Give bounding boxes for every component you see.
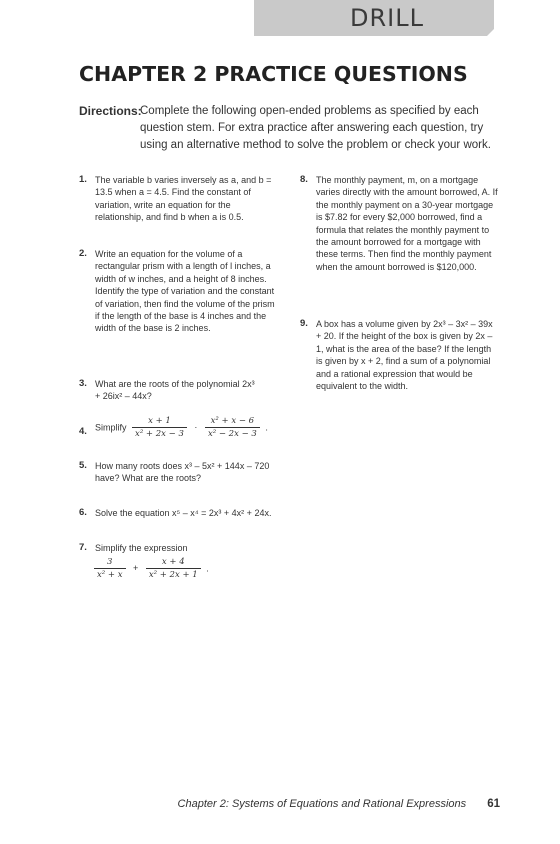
question-number: 8. <box>300 174 308 185</box>
page-number: 61 <box>487 798 500 810</box>
question-text: A box has a volume given by 2x³ – 3x² – 39x + 20. If the height of the box is given by 2x – 1, what is the area of the base? If the length is given by x + 2, find a sum of a polynomial and a rational expression that would be equivalent to the width. <box>316 319 493 392</box>
fraction-denominator: x² + x <box>94 568 126 581</box>
question-text: Solve the equation x⁵ – x⁴ = 2x³ + 4x² + 24x. <box>95 508 272 518</box>
question-number: 1. <box>79 174 87 185</box>
fraction-numerator: x + 1 <box>148 416 171 426</box>
question-number: 2. <box>79 248 87 259</box>
directions-text: Complete the following open-ended problems as specified by each question stem. For extra practice after answering each question, try using an alternative method to solve the problem or check your work. <box>140 105 491 151</box>
question-number: 7. <box>79 542 87 553</box>
fraction-numerator: x + 4 <box>161 557 185 567</box>
question-text: How many roots does x³ – 5x² + 144x – 720 have? What are the roots? <box>95 461 270 484</box>
drill-label: DRILL <box>350 4 424 32</box>
question-prefix: Simplify <box>95 422 127 433</box>
question-expression <box>91 557 209 581</box>
fraction-2 <box>205 416 260 440</box>
question-text: The monthly payment, m, on a mortgage varies directly with the amount borrowed, A. If the monthly payment on a 30-year mortgage is $7.82 for every $2,000 borrowed, find a formula that relates the monthly payment to the amount borrowed for a mortgage with these terms. Then find the monthly payment when the amount borrowed is $120,000. <box>316 175 498 272</box>
expression-suffix: . <box>265 422 268 433</box>
question-number: 4. <box>79 426 87 437</box>
question-text: Write an equation for the volume of a rectangular prism with a length of l inches, a width of w inches, and a height of 8 inches. Identify the type of variation and the constant of variation, then find the volume of the prism if the length of the base is 4 inches and the width of the base is 2 inches. <box>95 249 275 334</box>
operator: · <box>194 422 198 433</box>
question-text: Simplify the expression <box>95 543 188 553</box>
fraction-denominator: x² + 2x + 1 <box>146 568 201 581</box>
question-text: The variable b varies inversely as a, and b = 13.5 when a = 4.5. Find the constant of variation, write an equation for the relationship, and find b when a is 0.5. <box>95 175 272 223</box>
fraction-1 <box>94 557 126 581</box>
chapter-title: CHAPTER 2 PRACTICE QUESTIONS <box>79 62 468 86</box>
directions-label: Directions: <box>79 104 142 118</box>
fraction-numerator: x² + x − 6 <box>210 416 255 426</box>
question-number: 6. <box>79 507 87 518</box>
fraction-denominator: x² − 2x − 3 <box>205 427 260 440</box>
question-expression <box>95 416 295 440</box>
question-text: What are the roots of the polynomial 2x³ + 26ix² – 44x? <box>95 379 255 402</box>
fraction-denominator: x² + 2x − 3 <box>132 427 187 440</box>
question-number: 3. <box>79 378 87 389</box>
fraction-numerator: 3 <box>107 557 113 567</box>
page-footer <box>178 798 500 810</box>
operator: + <box>133 563 139 574</box>
drill-tab <box>254 0 494 36</box>
question-number: 9. <box>300 318 308 329</box>
fraction-1 <box>132 416 187 440</box>
expression-suffix: . <box>206 563 209 574</box>
fraction-2 <box>146 557 201 581</box>
question-number: 5. <box>79 460 87 471</box>
footer-chapter-title: Chapter 2: Systems of Equations and Rational Expressions <box>177 798 467 810</box>
